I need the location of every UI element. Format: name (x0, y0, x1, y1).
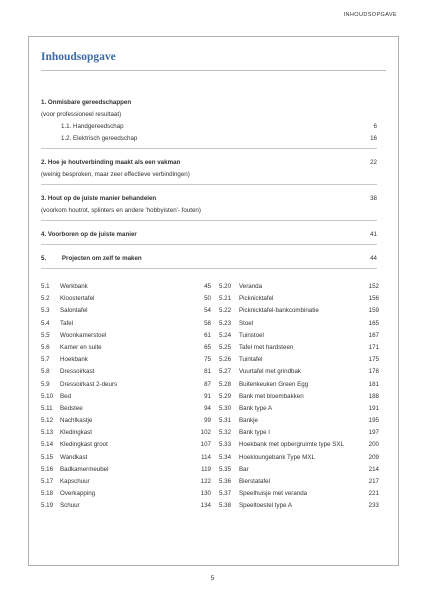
page-ref: 61 (204, 331, 211, 339)
page-ref: 16 (370, 135, 377, 142)
project-title: Bank met bloembakken (239, 392, 304, 400)
section-divider (41, 148, 377, 149)
project-number: 5.32 (219, 429, 232, 437)
project-number: 5.2 (41, 295, 50, 303)
project-title: Hoekbank met opbergruimte type SXL (239, 441, 344, 449)
project-title: Buitenkeuken Green Egg (239, 380, 309, 388)
project-entry[interactable] (41, 403, 211, 415)
project-title: Werkbank (60, 283, 88, 290)
section-number: 1. (41, 99, 47, 106)
page-ref: 81 (204, 368, 211, 376)
page-ref: 50 (204, 295, 211, 303)
project-number: 5.31 (219, 417, 232, 425)
page-ref: 58 (204, 319, 211, 327)
toc-entry[interactable] (41, 253, 377, 265)
project-number: 5.36 (219, 478, 232, 485)
project-title: Vuurtafel met grindbak (239, 368, 302, 376)
project-entry[interactable] (219, 330, 379, 342)
project-entry[interactable] (41, 305, 211, 317)
project-title: Overkapping (60, 490, 96, 498)
page-ref: 6 (373, 123, 377, 130)
page-ref: 156 (368, 295, 379, 303)
project-entry[interactable] (219, 354, 379, 366)
page-ref: 87 (204, 380, 211, 388)
section-title: Voorboren op de juiste manier (47, 231, 137, 238)
project-title: Bank type I (239, 429, 270, 437)
project-number: 5.26 (219, 356, 232, 364)
project-title: Kloostertafel (60, 295, 95, 303)
project-number: 5.20 (219, 283, 232, 290)
page-ref: 45 (204, 283, 211, 290)
project-entry[interactable] (219, 488, 379, 500)
project-title: Schuur (60, 502, 80, 510)
project-entry[interactable] (219, 403, 379, 415)
project-title: Bank type A (239, 404, 273, 412)
project-entry[interactable] (219, 281, 379, 293)
project-entry[interactable] (41, 476, 211, 488)
project-title: Hoekbank (60, 356, 88, 364)
project-title: Bedstee (60, 404, 83, 412)
page-ref: 159 (368, 307, 379, 315)
project-number: 5.29 (219, 392, 232, 400)
page-ref: 75 (204, 356, 211, 364)
project-entry[interactable] (219, 342, 379, 354)
page-number: 5 (210, 575, 215, 582)
page-ref: 233 (368, 502, 379, 510)
project-number: 5.30 (219, 404, 232, 412)
project-entry[interactable] (219, 452, 379, 464)
project-title: Tafel (60, 319, 74, 327)
project-entry[interactable] (41, 281, 211, 293)
running-header: INHOUDSOPGAVE (343, 12, 397, 18)
section-title: Hout op de juiste manier behandelen (47, 195, 157, 202)
project-title: Badkamermeubel (60, 465, 109, 473)
project-title: Bierstatafel (239, 478, 270, 485)
section-title: Onmisbare gereedschappen (47, 99, 132, 106)
section-number: 3. (41, 195, 47, 202)
project-number: 5.5 (41, 331, 50, 339)
project-number: 5.12 (41, 417, 54, 425)
page-ref: 65 (204, 343, 211, 351)
section-subtitle: (weinig besproken, maar zeer effectieve verbindingen) (41, 171, 190, 178)
page-ref: 200 (368, 441, 379, 449)
project-number: 5.8 (41, 368, 50, 376)
project-number: 5.23 (219, 319, 232, 327)
project-number: 5.9 (41, 380, 50, 388)
project-number: 5.34 (219, 453, 232, 461)
subentry-label: 1.2. Elektrisch gereedschap (61, 135, 138, 142)
project-title: Dressoirkast (60, 368, 95, 376)
page-ref: 44 (370, 255, 377, 262)
project-number: 5.33 (219, 441, 232, 449)
project-number: 5.13 (41, 429, 54, 437)
page-ref: 41 (370, 231, 377, 238)
project-title: Picknicktafel-bankcombinatie (239, 307, 319, 315)
project-entry[interactable] (219, 464, 379, 476)
section-number: 4. (41, 231, 47, 238)
page-ref: 214 (368, 465, 379, 473)
project-entry[interactable] (219, 439, 379, 451)
project-number: 5.37 (219, 490, 232, 498)
project-number: 5.11 (41, 404, 53, 412)
project-title: Woonkamerstoel (60, 331, 107, 339)
page-ref: 209 (368, 453, 379, 461)
project-entry[interactable] (41, 464, 211, 476)
page-ref: 175 (368, 356, 379, 364)
project-title: Tafel met hardsteen (239, 343, 294, 351)
project-entry[interactable] (41, 293, 211, 305)
project-number: 5.38 (219, 502, 232, 510)
project-number: 5.27 (219, 368, 232, 376)
page-ref: 22 (370, 159, 377, 166)
project-title: Dressoirkast 2-deurs (60, 380, 118, 388)
project-entry[interactable] (41, 330, 211, 342)
project-number: 5.28 (219, 380, 232, 388)
toc-subentry[interactable] (41, 133, 377, 145)
page-ref: 195 (368, 417, 379, 425)
project-number: 5.4 (41, 319, 50, 327)
page-ref: 119 (201, 465, 211, 473)
toc-entry[interactable] (41, 193, 377, 205)
project-number: 5.3 (41, 307, 50, 315)
project-entry[interactable] (219, 500, 379, 512)
project-title: Bankje (239, 417, 258, 425)
project-entry[interactable] (41, 342, 211, 354)
toc-section-1 (41, 97, 377, 149)
project-number: 5.22 (219, 307, 232, 315)
project-number: 5.24 (219, 331, 232, 339)
project-number: 5.6 (41, 343, 50, 351)
page-ref: 130 (200, 490, 211, 498)
projects-list-right (219, 281, 379, 513)
page-ref: 188 (368, 392, 379, 400)
page-ref: 152 (368, 283, 379, 290)
project-title: Bar (239, 465, 249, 473)
project-number: 5.7 (41, 356, 50, 364)
project-number: 5.16 (41, 465, 54, 473)
project-entry[interactable] (41, 379, 211, 391)
project-number: 5.17 (41, 478, 54, 485)
project-entry[interactable] (41, 366, 211, 378)
project-title: Kapschuur (60, 478, 90, 485)
page-ref: 54 (204, 307, 211, 315)
project-entry[interactable] (219, 391, 379, 403)
page-ref: 122 (200, 478, 211, 485)
project-entry[interactable] (41, 354, 211, 366)
section-title: Hoe je houtverbinding maakt als een vakman (47, 159, 181, 166)
project-number: 5.18 (41, 490, 54, 498)
section-divider (41, 244, 377, 245)
project-entry[interactable] (41, 415, 211, 427)
project-entry[interactable] (219, 318, 379, 330)
page-ref: 221 (368, 490, 379, 498)
subentry-label: 1.1. Handgereedschap (61, 123, 124, 130)
title-divider (41, 70, 386, 71)
project-number: 5.1 (41, 283, 50, 290)
page-ref: 38 (370, 195, 377, 202)
project-title: Kledingkast (60, 429, 92, 437)
project-entry[interactable] (41, 427, 211, 439)
section-subtitle: (voorkom houtrot, splinters en andere 'hobbyisten'- fouten) (41, 207, 201, 214)
toc-section-2 (41, 157, 377, 185)
project-entry[interactable] (41, 439, 211, 451)
page-ref: 107 (200, 441, 211, 449)
project-entry[interactable] (219, 366, 379, 378)
page-ref: 197 (368, 429, 379, 437)
toc-entry[interactable] (41, 97, 377, 109)
project-title: Kledingkast groot (60, 441, 108, 449)
project-entry[interactable] (219, 379, 379, 391)
project-number: 5.15 (41, 453, 54, 461)
project-title: Kamer en suite (60, 343, 102, 351)
page-ref: 178 (368, 368, 379, 376)
project-title: Speeltoestel type A (239, 502, 292, 510)
project-title: Picknicktafel (239, 295, 274, 303)
project-entry[interactable] (219, 415, 379, 427)
project-title: Tuintafel (239, 356, 263, 364)
section-divider (41, 184, 377, 185)
project-title: Bed (60, 392, 72, 400)
toc-section-3 (41, 193, 377, 221)
project-number: 5.35 (219, 465, 232, 473)
section-subtitle: (voor professioneel resultaat) (41, 111, 122, 118)
page-ref: 102 (200, 429, 211, 437)
page-ref: 91 (204, 392, 211, 400)
project-entry[interactable] (41, 318, 211, 330)
page-ref: 94 (204, 404, 211, 412)
project-title: Wandkast (60, 453, 88, 461)
section-number: 2. (41, 159, 47, 166)
project-entry[interactable] (41, 488, 211, 500)
project-title: Hoekloungebank Type MXL (239, 453, 315, 461)
project-number: 5.14 (41, 441, 54, 449)
page-ref: 134 (200, 502, 211, 510)
page-ref: 171 (368, 343, 379, 351)
project-number: 5.21 (219, 295, 232, 303)
project-title: Veranda (239, 283, 263, 290)
project-title: Stoel (239, 319, 254, 327)
toc-section-4 (41, 229, 377, 245)
section-number: 5. (41, 255, 47, 262)
project-title: Speelhuisje met veranda (239, 490, 308, 498)
project-entry[interactable] (41, 452, 211, 464)
project-entry[interactable] (219, 305, 379, 317)
page-ref: 167 (368, 331, 379, 339)
page-title: Inhoudsopgave (41, 51, 116, 63)
project-title: Tuinstoel (239, 331, 264, 339)
section-divider (41, 220, 377, 221)
project-title: Nachtkastje (60, 417, 93, 425)
project-number: 5.19 (41, 502, 54, 510)
page-ref: 99 (204, 417, 211, 425)
toc-frame (28, 36, 399, 566)
page-ref: 114 (201, 453, 211, 461)
section-title: Projecten om zelf te maken (61, 255, 142, 262)
project-entry[interactable] (219, 293, 379, 305)
project-number: 5.10 (41, 392, 54, 400)
toc-section-5 (41, 253, 377, 269)
toc-subentry[interactable] (41, 121, 377, 133)
project-entry[interactable] (219, 476, 379, 488)
project-entry[interactable] (41, 500, 211, 512)
toc-entry[interactable] (41, 229, 377, 241)
page-ref: 217 (368, 478, 379, 485)
page-ref: 191 (368, 404, 379, 412)
project-number: 5.25 (219, 343, 232, 351)
toc-entry[interactable] (41, 157, 377, 169)
project-entry[interactable] (41, 391, 211, 403)
page-ref: 181 (368, 380, 379, 388)
page-ref: 165 (368, 319, 379, 327)
project-entry[interactable] (219, 427, 379, 439)
projects-list-left (41, 281, 211, 513)
project-title: Salontafel (60, 307, 88, 315)
section-divider (41, 268, 377, 269)
